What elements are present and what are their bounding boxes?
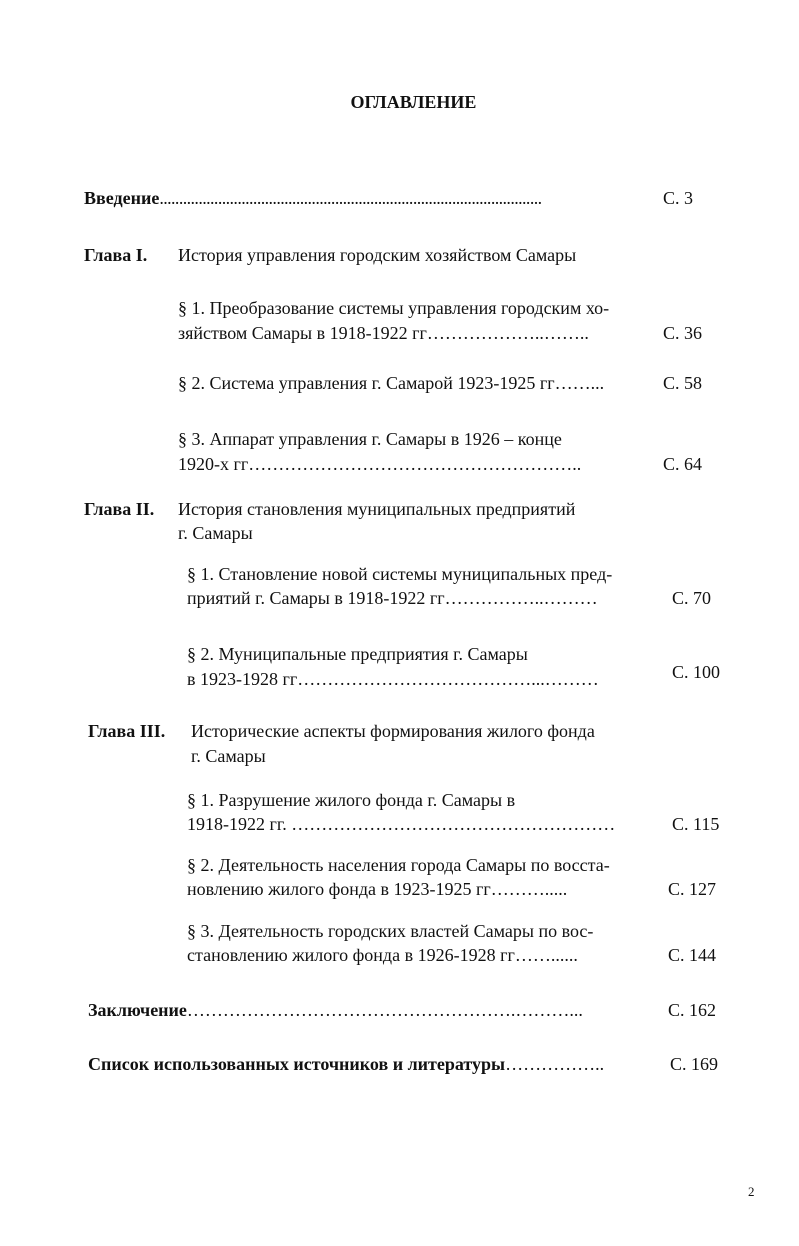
chapter2-label: Глава II. <box>84 499 155 519</box>
conclusion-dots: ……………………………………………….………... <box>186 1000 583 1020</box>
ch3-s2-line2: новлению жилого фонда в 1923-1925 гг………..... <box>187 879 568 899</box>
intro-label: Введение <box>84 188 160 208</box>
toc-entry-sources <box>88 1052 604 1076</box>
ch2-s2-page: С. 100 <box>672 662 721 682</box>
ch3-s3-page: С. 144 <box>668 945 717 965</box>
ch1-s1-line1: § 1. Преобразование системы управления городским хо- <box>178 298 610 318</box>
ch3-s2-line1: § 2. Деятельность населения города Самары по восста- <box>187 855 610 875</box>
ch3-s1-line2: 1918-1922 гг. ……………………………………………… <box>187 814 616 834</box>
ch1-s1-page: С. 36 <box>663 323 703 343</box>
chapter3-label: Глава III. <box>88 721 166 741</box>
chapter2-title-line2: г. Самары <box>178 523 253 543</box>
chapter3-title-line2: г. Самары <box>191 746 266 766</box>
ch1-s3-line1: § 3. Аппарат управления г. Самары в 1926 – конце <box>178 429 562 449</box>
ch2-s1-line1: § 1. Становление новой системы муниципальных пред- <box>187 564 613 584</box>
toc-entry-conclusion <box>88 998 583 1022</box>
chapter1-label: Глава I. <box>84 245 148 265</box>
page-title: ОГЛАВЛЕНИЕ <box>350 92 477 112</box>
intro-dots: .................................................................................................. <box>159 188 542 208</box>
sources-dots: …………….. <box>505 1054 605 1074</box>
chapter3-title-line1: Исторические аспекты формирования жилого фонда <box>191 721 595 741</box>
chapter1-title: История управления городским хозяйством Самары <box>178 245 577 265</box>
conclusion-label: Заключение <box>88 1000 187 1020</box>
ch2-s2-line1: § 2. Муниципальные предприятия г. Самары <box>187 644 528 664</box>
ch3-s3-line1: § 3. Деятельность городских властей Самары по вос- <box>187 921 594 941</box>
ch1-s1-line2: зяйством Самары в 1918-1922 гг………………..…….. <box>178 323 589 343</box>
ch1-s2-line1: § 2. Система управления г. Самарой 1923-1925 гг……... <box>178 373 605 393</box>
ch2-s1-page: С. 70 <box>672 588 712 608</box>
ch1-s3-line2: 1920-х гг……………………………………………….. <box>178 454 582 474</box>
sources-page: С. 169 <box>670 1054 719 1074</box>
sources-label: Список использованных источников и литературы <box>88 1054 506 1074</box>
ch3-s1-line1: § 1. Разрушение жилого фонда г. Самары в <box>187 790 516 810</box>
ch1-s2-page: С. 58 <box>663 373 703 393</box>
ch2-s2-line2: в 1923-1928 гг…………………………………...……… <box>187 669 599 689</box>
toc-entry-intro <box>84 186 542 210</box>
ch3-s1-page: С. 115 <box>672 814 720 834</box>
ch1-s3-page: С. 64 <box>663 454 703 474</box>
page-number: 2 <box>748 1184 755 1199</box>
ch3-s3-line2: становлению жилого фонда в 1926-1928 гг……...... <box>187 945 578 965</box>
intro-page: С. 3 <box>663 188 694 208</box>
conclusion-page: С. 162 <box>668 1000 717 1020</box>
ch3-s2-page: С. 127 <box>668 879 717 899</box>
chapter2-title-line1: История становления муниципальных предприятий <box>178 499 576 519</box>
ch2-s1-line2: приятий г. Самары в 1918-1922 гг……………..……… <box>187 588 598 608</box>
